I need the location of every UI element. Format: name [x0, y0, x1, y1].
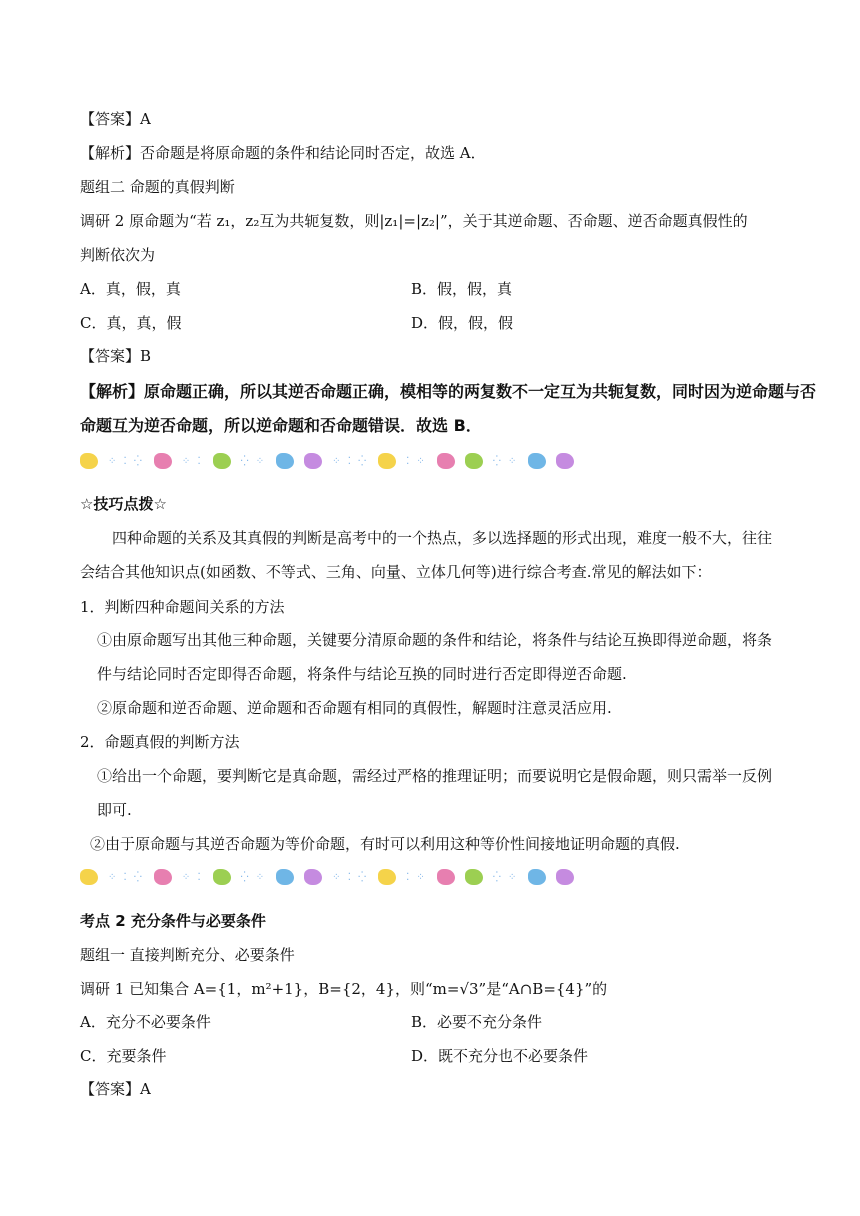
- butterfly-icon: [213, 453, 231, 469]
- dots-icon: ⁘ ⁚: [181, 455, 203, 467]
- butterfly-icon: [154, 453, 172, 469]
- butterfly-icon: [556, 453, 574, 469]
- dots-icon: ⁘ ⁚ ⁛: [332, 871, 369, 883]
- tips-h1-point2: ②原命题和逆否命题、逆命题和否命题有相同的真假性，解题时注意灵活应用.: [97, 699, 612, 717]
- tips-h2-point1-line1: ①给出一个命题，要判断它是真命题，需经过严格的推理证明；而要说明它是假命题，则只需举一反例: [97, 767, 773, 785]
- dots-icon: ⁛ ⁘: [492, 455, 519, 467]
- butterfly-icon: [154, 869, 172, 885]
- butterfly-icon: [465, 453, 483, 469]
- group1-title: 题组一 直接判断充分、必要条件: [80, 946, 295, 964]
- q3-choice-a: A．充分不必要条件: [80, 1013, 211, 1031]
- q3-stem: 调研 1 已知集合 A={1，m²+1}，B={2，4}，则“m=√3”是“A∩B={4}”的: [80, 980, 608, 998]
- butterfly-icon: [378, 869, 396, 885]
- butterfly-icon: [304, 869, 322, 885]
- tips-h2-point1-line2: 即可.: [97, 801, 132, 819]
- q2-analysis-line1: 【解析】原命题正确，所以其逆否命题正确，模相等的两复数不一定互为共轭复数，同时因为逆命题与否: [80, 382, 817, 401]
- q3-answer: 【答案】A: [80, 1080, 151, 1098]
- tips-heading-1: 1．判断四种命题间关系的方法: [80, 598, 285, 616]
- q3-choice-b: B．必要不充分条件: [411, 1013, 543, 1031]
- tips-title: ☆技巧点拨☆: [80, 495, 167, 513]
- butterfly-icon: [528, 869, 546, 885]
- tips-para-line2: 会结合其他知识点(如函数、不等式、三角、向量、立体几何等)进行综合考查.常见的解法如下：: [80, 563, 712, 581]
- butterfly-icon: [213, 869, 231, 885]
- dots-icon: ⁘ ⁚ ⁛: [332, 455, 369, 467]
- butterfly-icon: [556, 869, 574, 885]
- butterfly-icon: [80, 453, 98, 469]
- q1-answer: 【答案】A: [80, 110, 151, 128]
- tips-h1-point1-line2: 件与结论同时否定即得否命题，将条件与结论互换的同时进行否定即得逆否命题.: [97, 665, 627, 683]
- group2-title: 题组二 命题的真假判断: [80, 178, 235, 196]
- q2-choice-d: D．假，假，假: [411, 314, 514, 332]
- dots-icon: ⁛ ⁘: [240, 455, 267, 467]
- tips-h1-point1-line1: ①由原命题写出其他三种命题，关键要分清原命题的条件和结论，将条件与结论互换即得逆命题，将条: [97, 631, 773, 649]
- dots-icon: ⁘ ⁚ ⁛: [108, 871, 144, 883]
- dots-icon: ⁛ ⁘: [240, 871, 267, 883]
- q1-analysis: 【解析】否命题是将原命题的条件和结论同时否定，故选 A．: [80, 144, 486, 162]
- q2-choice-c: C．真，真，假: [80, 314, 182, 332]
- butterfly-icon: [528, 453, 546, 469]
- decorative-divider-top: [80, 450, 780, 472]
- q2-analysis-line2: 命题互为逆否命题，所以逆命题和否命题错误．故选 B．: [80, 416, 482, 435]
- butterfly-icon: [276, 869, 294, 885]
- butterfly-icon: [276, 453, 294, 469]
- dots-icon: ⁚ ⁘: [406, 455, 427, 467]
- q2-stem-line1: 调研 2 原命题为“若 z₁，z₂互为共轭复数，则|z₁|=|z₂|”，关于其逆命题、否命题、逆否命题真假性的: [80, 212, 748, 230]
- dots-icon: ⁘ ⁚: [181, 871, 203, 883]
- tips-para-line1: 四种命题的关系及其真假的判断是高考中的一个热点，多以选择题的形式出现，难度一般不大，往往: [112, 529, 773, 547]
- butterfly-icon: [465, 869, 483, 885]
- dots-icon: ⁛ ⁘: [492, 871, 519, 883]
- q3-choice-d: D．既不充分也不必要条件: [411, 1047, 589, 1065]
- decorative-divider-bottom: [80, 866, 780, 888]
- q2-choice-b: B．假，假，真: [411, 280, 513, 298]
- q2-choice-a: A．真，假，真: [80, 280, 181, 298]
- dots-icon: ⁘ ⁚ ⁛: [108, 455, 144, 467]
- butterfly-icon: [378, 453, 396, 469]
- tips-heading-2: 2．命题真假的判断方法: [80, 733, 240, 751]
- butterfly-icon: [304, 453, 322, 469]
- q3-choice-c: C．充要条件: [80, 1047, 167, 1065]
- butterfly-icon: [437, 869, 455, 885]
- butterfly-icon: [80, 869, 98, 885]
- dots-icon: ⁚ ⁘: [406, 871, 427, 883]
- q2-answer: 【答案】B: [80, 347, 152, 365]
- tips-h2-point2: ②由于原命题与其逆否命题为等价命题，有时可以利用这种等价性间接地证明命题的真假.: [90, 835, 680, 853]
- q2-stem-line2: 判断依次为: [80, 246, 156, 264]
- butterfly-icon: [437, 453, 455, 469]
- kaodian-title: 考点 2 充分条件与必要条件: [80, 912, 266, 930]
